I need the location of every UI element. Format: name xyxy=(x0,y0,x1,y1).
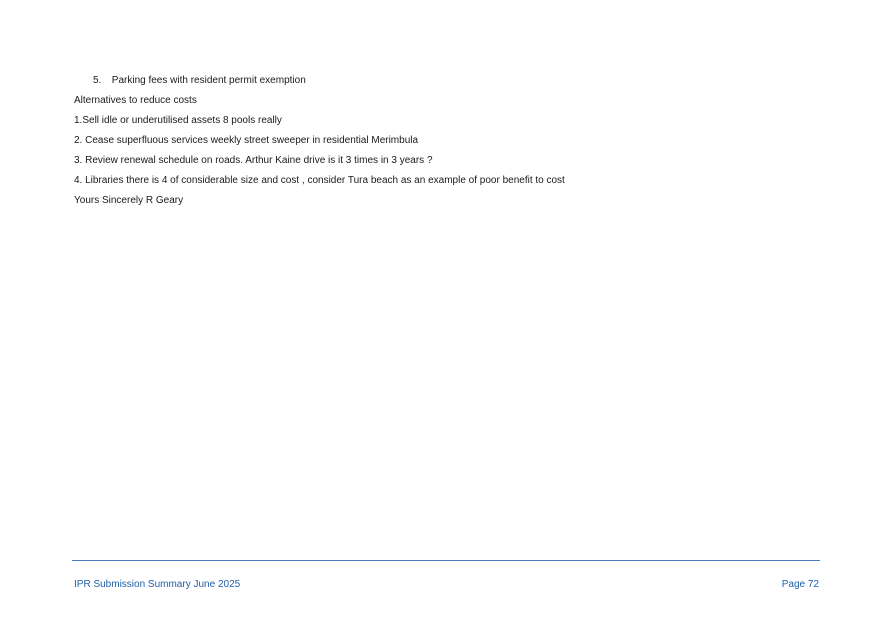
footer-title: IPR Submission Summary June 2025 xyxy=(74,579,241,590)
paragraph-sell-assets: 1.Sell idle or underutilised assets 8 pools really xyxy=(74,115,282,126)
signature-line: Yours Sincerely R Geary xyxy=(74,195,184,206)
section-heading-alternatives: Alternatives to reduce costs xyxy=(74,95,197,106)
list-item-text: Parking fees with resident permit exemption xyxy=(111,75,306,86)
paragraph-review-renewal: 3. Review renewal schedule on roads. Arthur Kaine drive is it 3 times in 3 years ? xyxy=(74,155,433,166)
footer-divider xyxy=(72,560,820,561)
list-number: 5. xyxy=(93,75,102,86)
numbered-item-5 xyxy=(74,74,814,87)
paragraph-libraries: 4. Libraries there is 4 of considerable size and cost , consider Tura beach as an example of poor benefit to cost xyxy=(74,175,565,186)
page-number: Page 72 xyxy=(781,579,819,590)
paragraph-cease-services: 2. Cease superfluous services weekly street sweeper in residential Merimbula xyxy=(74,135,419,146)
page-content xyxy=(74,74,814,214)
